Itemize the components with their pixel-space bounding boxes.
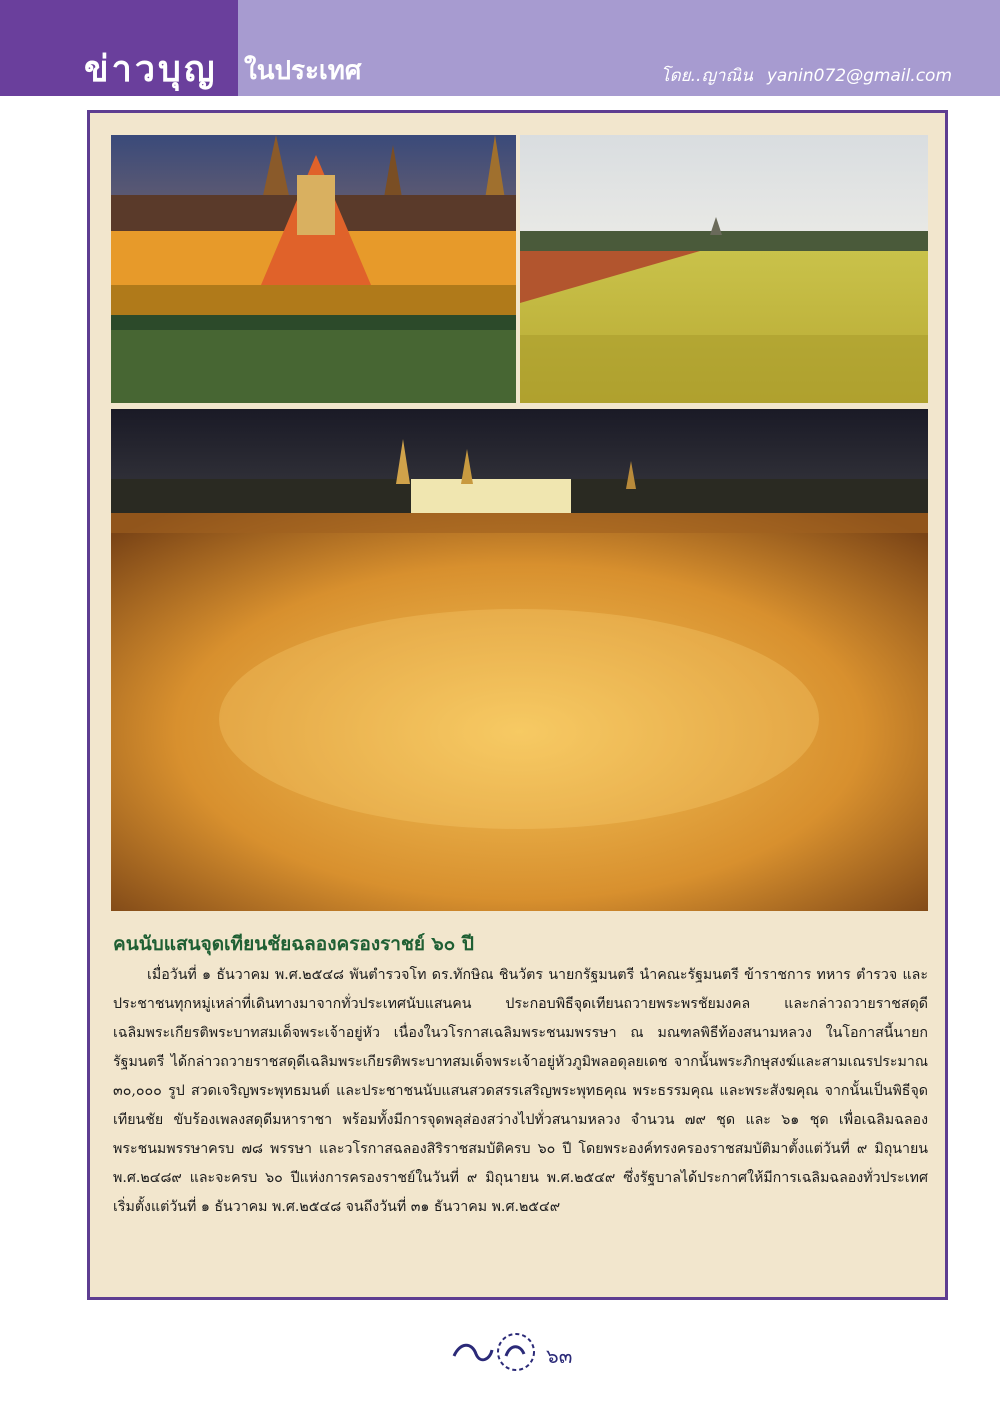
page-header (0, 0, 1000, 96)
section-title: ข่าวบุญ (84, 49, 218, 90)
crowd-yellow-field-photo (520, 135, 928, 403)
ceremony-stage-photo (111, 135, 516, 403)
page-number: ๖๓ (546, 1344, 573, 1368)
article-frame (87, 110, 948, 1300)
byline (647, 62, 953, 89)
page-footer (450, 1330, 590, 1374)
author-name: โดย..ญาณิน (660, 66, 753, 86)
article-body: เมื่อวันที่ ๑ ธันวาคม พ.ศ.๒๕๔๘ พันตำรวจโท ดร.ทักษิณ ชินวัตร นายกรัฐมนตรี นำคณะรัฐมนตรี ข้าราชการ ทหาร ตำรวจ และประชาชนทุกหมู่เหล่าที่เดินทางมาจากทั่วประเทศนับแสนคน ประกอบพิธีจุดเทียนถวายพระพรชัยมงคล และกล่าวถวายราชสดุดีเฉลิมพระเกียรติพระบาทสมเด็จพระเจ้าอยู่หัว เนื่องในวโรกาสเฉลิมพระชนมพรรษา ณ มณฑลพิธีท้องสนามหลวง ในโอกาสนี้นายกรัฐมนตรี ได้กล่าวถวายราชสดุดีเฉลิมพระเกียรติพระบาทสมเด็จพระเจ้าอยู่หัวภูมิพลอดุลยเดช จากนั้นพระภิกษุสงฆ์และสามเณรประมาณ ๓๐,๐๐๐ รูป สวดเจริญพระพุทธมนต์ และประชาชนนับแสนสวดสรรเสริญพระพุทธคุณ พระธรรมคุณ และพระสังฆคุณ จากนั้นเป็นพิธีจุดเทียนชัย ขับร้องเพลงสดุดีมหาราชา พร้อมทั้งมีการจุดพลุส่องสว่างไปทั่วสนามหลวง จำนวน ๗๙ ชุด และ ๖๑ ชุด เพื่อเฉลิมฉลองพระชนมพรรษาครบ ๗๘ พรรษา และวโรกาสฉลองสิริราชสมบัติครบ ๖๐ ปี โดยพระองค์ทรงครองราชสมบัติมาตั้งแต่วันที่ ๙ มิถุนายน พ.ศ.๒๔๘๙ และจะครบ ๖๐ ปีแห่งการครองราชย์ในวันที่ ๙ มิถุนายน พ.ศ.๒๕๔๙ ซึ่งรัฐบาลได้ประกาศให้มีการเฉลิมฉลองทั่วประเทศ เริ่มตั้งแต่วันที่ ๑ ธันวาคม พ.ศ.๒๕๔๘ จนถึงวันที่ ๓๑ ธันวาคม พ.ศ.๒๕๔๙ (113, 967, 928, 1215)
magazine-logo-icon (450, 1330, 542, 1374)
author-email: yanin072@gmail.com (766, 66, 952, 86)
candlelight-crowd-photo (111, 409, 928, 911)
section-subtitle: ในประเทศ (244, 56, 362, 86)
article-title: คนนับแสนจุดเทียนชัยฉลองครองราชย์ ๖๐ ปี (113, 933, 474, 955)
